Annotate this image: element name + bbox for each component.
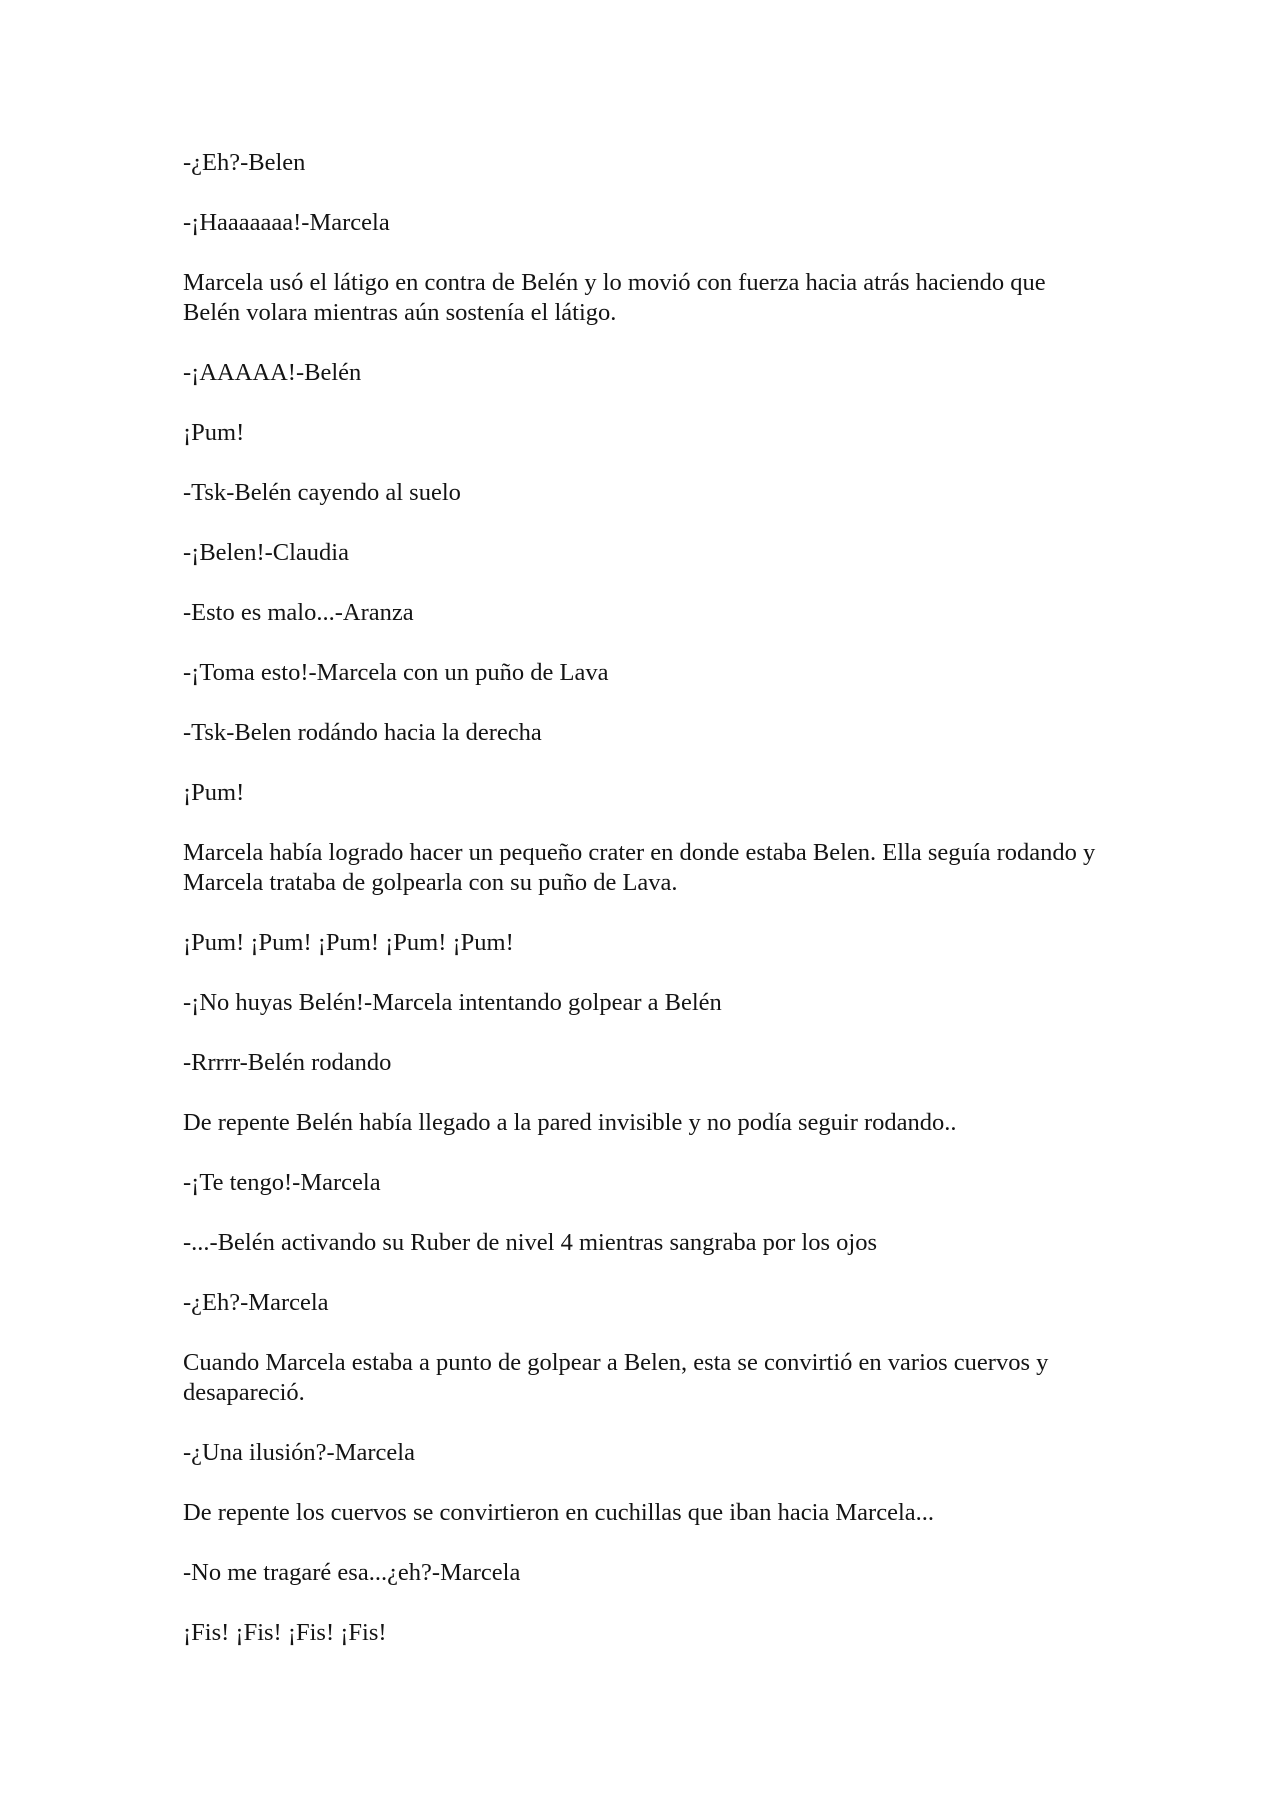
paragraph: -Rrrrr-Belén rodando	[183, 1049, 392, 1076]
paragraph: De repente los cuervos se convirtieron en cuchillas que iban hacia Marcela...	[183, 1499, 935, 1526]
paragraph: -Tsk-Belen rodándo hacia la derecha	[183, 719, 542, 746]
paragraph: De repente Belén había llegado a la pared invisible y no podía seguir rodando..	[183, 1109, 957, 1136]
paragraph: -No me tragaré esa...¿eh?-Marcela	[183, 1559, 521, 1586]
paragraph: -Esto es malo...-Aranza	[183, 599, 414, 626]
paragraph: Cuando Marcela estaba a punto de golpear a Belen, esta se convirtió en varios cuervos y desapareció.	[183, 1349, 1049, 1406]
paragraph: Marcela había logrado hacer un pequeño crater en donde estaba Belen. Ella seguía rodando y Marcela trataba de golpearla con su puño de Lava.	[183, 839, 1096, 896]
document-body	[183, 148, 1103, 1678]
paragraph: -¿Eh?-Marcela	[183, 1289, 329, 1316]
paragraph: -...-Belén activando su Ruber de nivel 4 mientras sangraba por los ojos	[183, 1229, 877, 1256]
paragraph: Marcela usó el látigo en contra de Belén y lo movió con fuerza hacia atrás haciendo que Belén volara mientras aún sostenía el látigo.	[183, 269, 1046, 326]
paragraph: ¡Pum!	[183, 779, 245, 806]
paragraph: -¿Eh?-Belen	[183, 149, 306, 176]
paragraph: ¡Pum!	[183, 419, 245, 446]
paragraph: -¿Una ilusión?-Marcela	[183, 1439, 415, 1466]
paragraph: -¡AAAAA!-Belén	[183, 359, 362, 386]
paragraph: ¡Fis! ¡Fis! ¡Fis! ¡Fis!	[183, 1619, 387, 1646]
paragraph: ¡Pum! ¡Pum! ¡Pum! ¡Pum! ¡Pum!	[183, 929, 514, 956]
paragraph: -¡Toma esto!-Marcela con un puño de Lava	[183, 659, 609, 686]
paragraph: -¡Haaaaaaa!-Marcela	[183, 209, 390, 236]
paragraph: -¡Te tengo!-Marcela	[183, 1169, 381, 1196]
paragraph: -¡No huyas Belén!-Marcela intentando golpear a Belén	[183, 989, 722, 1016]
paragraph: -¡Belen!-Claudia	[183, 539, 349, 566]
paragraph: -Tsk-Belén cayendo al suelo	[183, 479, 461, 506]
